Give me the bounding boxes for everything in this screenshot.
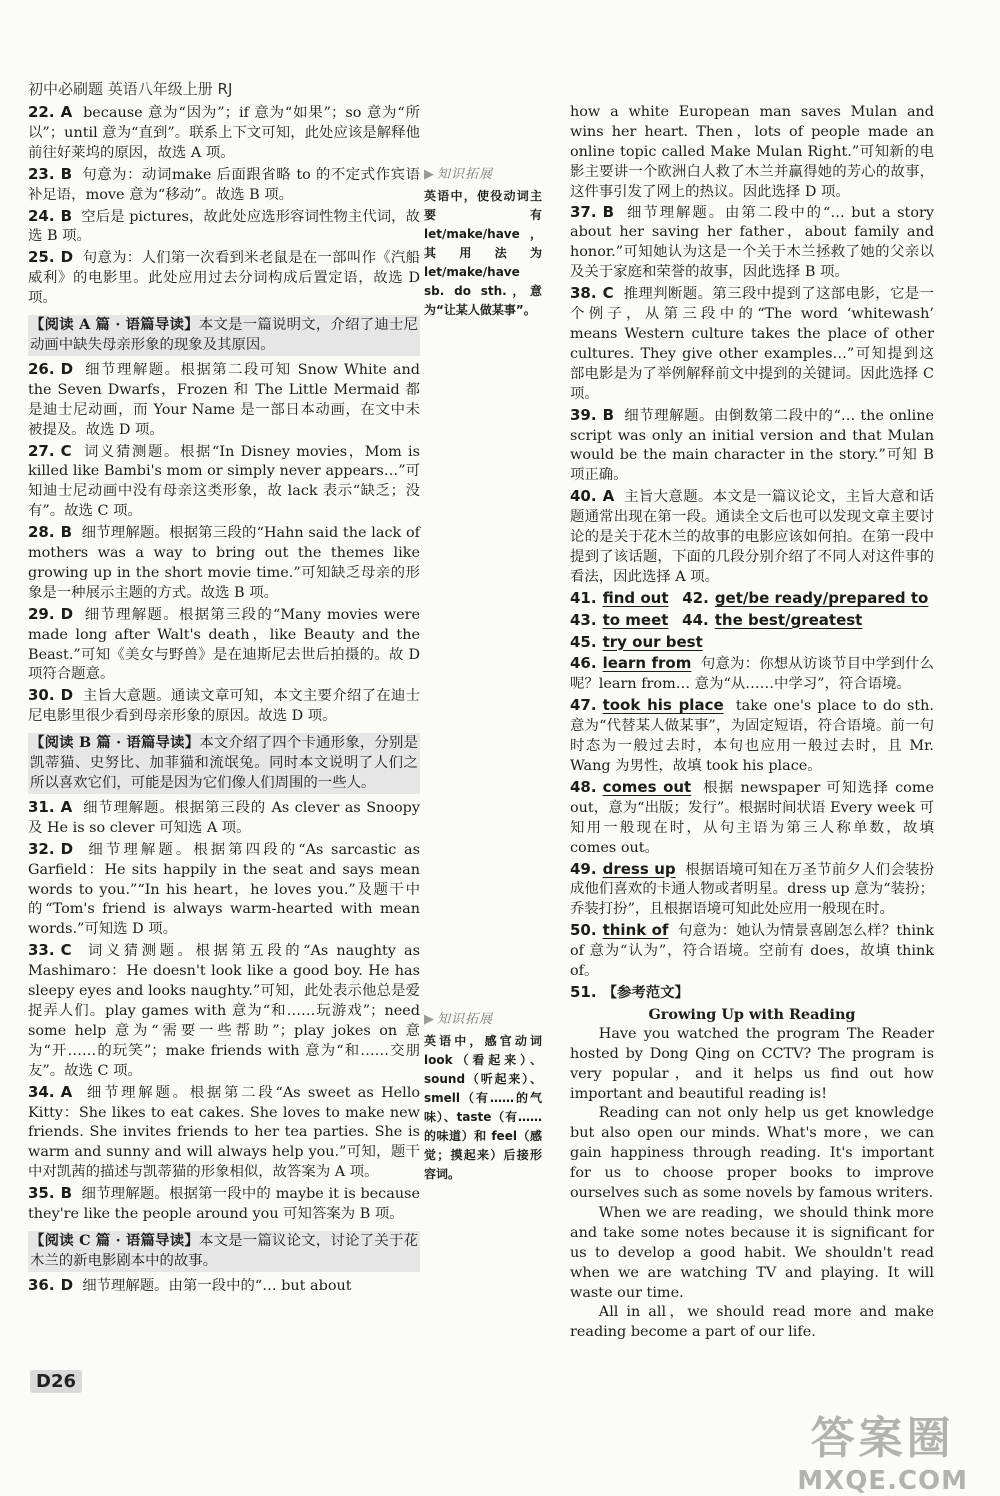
answer-item: 32. D 细节理解题。根据第四段的“As sarcastic as Garfield：He sits happily in the seat and says mean words to you.”“In his heart，he loves you.”及题干中的“Tom's friend is always warm-hearted with mean words.”可知选 D 项。 — [28, 839, 421, 938]
answer-item: 49. dress up 根据语境可知在万圣节前夕人们会装扮成他们喜欢的卡通人物或者明星。dress up 意为“装扮；乔装打扮”，且根据语境可知此处应用一般现在时。 — [570, 859, 934, 918]
answer-item: 50. think of 句意为：她认为情景喜剧怎么样？think of 意为“认为”，符合语境。空前有 does，故填 think of。 — [570, 921, 934, 980]
answer-item: 24. B 空后是 pictures，故此处应选形容词性物主代词，故选 B 项。 — [28, 206, 420, 245]
answer-item: 29. D 细节理解题。根据第三段的“Many movies were made long after Walt's death，like Beauty and the Beast.”可知《美女与野兽》是在迪斯尼去世后拍摄的。故 D 项符合题意。 — [28, 604, 420, 683]
essay-title: Growing Up with Reading — [648, 1005, 856, 1023]
answer-item: 38. C 推理判断题。第三段中提到了这部电影，它是一个例子，从第三段中的“The word ‘whitewash’ means Western culture takes the place of other cultures. They give other examples…”可知提到这部电影是为了举例解释前文中提到的关键词。因此选择 C 项。 — [570, 284, 934, 402]
essay-paragraph: When we are reading，we should think more and take some notes because it is significant for us to develop a good habit. We shouldn't read when we are watching TV and playing. It will waste our time. — [570, 1204, 934, 1301]
reading-c-guide: 【阅读 C 篇 · 语篇导读】本文是一篇议论文，讨论了关于花木兰的新电影剧本中的故事。 — [28, 1231, 420, 1272]
answer-item: 45. try our best — [570, 632, 703, 651]
answer-item: 39. B 细节理解题。由倒数第二段中的“… the online script was only an initial version and that Mulan would be the main character in the story.”可知 B 项正确。 — [570, 405, 934, 484]
tip-title: ▶ 知识拓展 — [424, 1011, 494, 1027]
tip-body: 英语中，使役动词主要有 let/make/have，其用法为 let/make/have sb. do sth.，意为“让某人做某事”。 — [424, 188, 542, 317]
answer-item: 31. A 细节理解题。根据第三段的 As clever as Snoopy 及 He is so clever 可知选 A 项。 — [28, 797, 420, 836]
tip-box — [424, 165, 542, 320]
answer-item: 51. 【参考范文】 — [570, 982, 689, 1001]
answer-item: 40. A 主旨大意题。本文是一篇议论文，主旨大意和话题通常出现在第一段。通读全文后也可以发现文章主要讨论的是关于花木兰的故事的电影应该如何拍。在第一段中提到了该话题，下面的几段分别介绍了不同人对这件事的看法，因此选择 A 项。 — [570, 487, 934, 585]
answer-item: 23. B 句意为：动词make 后面跟省略 to 的不定式作宾语补足语，move 意为“移动”。故选 B 项。 — [28, 164, 420, 203]
answer-pair: 43. to meet 44. the best/greatest — [570, 610, 863, 629]
tip-title: ▶ 知识拓展 — [424, 167, 494, 182]
answer-item: 36. D 细节理解题。由第一段中的“… but about — [28, 1275, 352, 1294]
answer-36-continuation: how a white European man saves Mulan and wins her heart. Then，lots of people made an online topic called Make Mulan Right.”可知新的电影主要讲一个欧洲白人救了木兰并赢得她的芳心的故事，这件事引发了网上的热议。因此选择 D 项。 — [570, 104, 934, 200]
answer-item: 27. C 词义猜测题。根据“In Disney movies，Mom is killed like Bambi's mom or simply never appears…”可知迪士尼动画中没有母亲这类形象，故 lack 表示“缺乏；没有”。故选 C 项。 — [28, 441, 420, 520]
answer-item: 30. D 主旨大意题。通读文章可知，本文主要介绍了在迪士尼电影里很少看到母亲形象的原因。故选 D 项。 — [28, 686, 420, 725]
answer-item: 47. took his place take one's place to do sth. 意为“代替某人做某事”，为固定短语，符合语境。前一句时态为一般过去时，本句也应用一般过去时，且 Mr. Wang 为男性，故填 took his place。 — [570, 696, 934, 774]
page-number: D26 — [30, 1370, 82, 1393]
arrow-icon: ▶ — [424, 1011, 435, 1027]
answers-22-25 — [28, 103, 420, 309]
answer-item: 25. D 句意为：人们第一次看到米老鼠是在一部叫作《汽船威利》的电影里。此处应用过去分词构成后置定语，故选 D 项。 — [28, 248, 420, 307]
arrow-icon: ▶ — [424, 167, 435, 182]
answer-item: 33. C 词义猜测题。根据第五段的“As naughty as Mashimaro：He doesn't look like a good boy. He has sleepy eyes and looks naughty.”可知，此处表示他总是爱捉弄人们。play games with 意为“和……玩游戏”；need some help 意为“需要一些帮助”；play jokes on 意为“开……的玩笑”；make friends with 意为“和……交朋友”。故选 C 项。 — [28, 941, 420, 1079]
watermark-url: MXQE.COM — [797, 1466, 968, 1496]
answers-31-35 — [28, 798, 420, 1225]
answer-item: 35. B 细节理解题。根据第一段中的 maybe it is because they're like the people around you 可知答案为 B 项。 — [28, 1184, 420, 1223]
essay-paragraph: Reading can not only help us get knowledge but also open our minds. What's more，we can gain happiness through reading. It's important for us to choose proper books to improve ourselves such as some novels by famous writers. — [570, 1105, 934, 1202]
answer-item: 22. A because 意为“因为”；if 意为“如果”；so 意为“所以”；until 意为“直到”。联系上下文可知，此处应该是解释他前往好莱坞的原因，故选 A 项。 — [28, 103, 420, 161]
answer-item: 48. comes out 根据 newspaper 可知选择 come out，意为“出版；发行”。根据时间状语 Every week 可知用一般现在时，从句主语为第三人称单数，故填 comes out。 — [570, 777, 934, 856]
essay-paragraph: All in all，we should read more and make reading become a part of our life. — [570, 1304, 934, 1341]
reading-b-guide: 【阅读 B 篇 · 语篇导读】本文介绍了四个卡通形象，分别是凯蒂猫、史努比、加菲猫和流氓兔。同时本文说明了人们之所以喜欢它们，可能是因为它们像人们周围的一些人。 — [28, 733, 420, 794]
tip-body: 英语中，感官动词 look（看起来）、sound（听起来）、smell（有……的气味）、taste（有……的味道）和 feel（感觉；摸起来）后接形容词。 — [424, 1033, 542, 1181]
tip-box — [424, 1010, 542, 1184]
right-column — [570, 103, 934, 1343]
answer-item: 37. B 细节理解题。由第二段中的“… but a story about her saving her father，about family and honor.”可知她认为这是一个关于木兰拯救了她的父亲以及关于家庭和荣誉的故事，因此选择 B 项。 — [570, 202, 934, 281]
answer-item: 28. B 细节理解题。根据第三段的“Hahn said the lack of mothers was a way to bring out the themes like growing up in the short movie time.”可知缺乏母亲的形象是一种展示主题的方式。故选 B 项。 — [28, 523, 420, 601]
answers-26-30 — [28, 360, 420, 727]
watermark-logo — [797, 1402, 968, 1496]
essay-paragraph: Have you watched the program The Reader hosted by Dong Qing on CCTV? The program is very popular，and it helps us find out how important and beautiful reading is! — [570, 1025, 934, 1102]
answer-pair: 41. find out 42. get/be ready/prepared to — [570, 588, 929, 607]
left-column — [28, 103, 420, 1298]
tips-column — [424, 103, 542, 1184]
answer-item: 34. A 细节理解题。根据第二段“As sweet as Hello Kitty：She likes to eat cakes. She loves to make new friends. She invites friends to her tea parties. She is warm and sunny and will always help you.”可知，题干中对凯茜的描述与凯蒂猫的形象相似，故答案为 A 项。 — [28, 1082, 421, 1181]
answer-item: 26. D 细节理解题。根据第二段可知 Snow White and the Seven Dwarfs，Frozen 和 The Little Mermaid 都是迪士尼动画，而 Your Name 是一部日本动画，在文中未被提及。故选 D 项。 — [28, 359, 420, 438]
watermark-text: 答案圈 — [810, 1413, 955, 1464]
reading-a-guide: 【阅读 A 篇 · 语篇导读】本文是一篇说明文，介绍了迪士尼动画中缺失母亲形象的现象及其原因。 — [28, 315, 420, 356]
answer-item: 46. learn from 句意为：你想从访谈节目中学到什么呢？learn from… 意为“从……中学习”，符合语境。 — [570, 654, 934, 693]
page-header: 初中必刷题 英语八年级上册 RJ — [28, 80, 233, 98]
